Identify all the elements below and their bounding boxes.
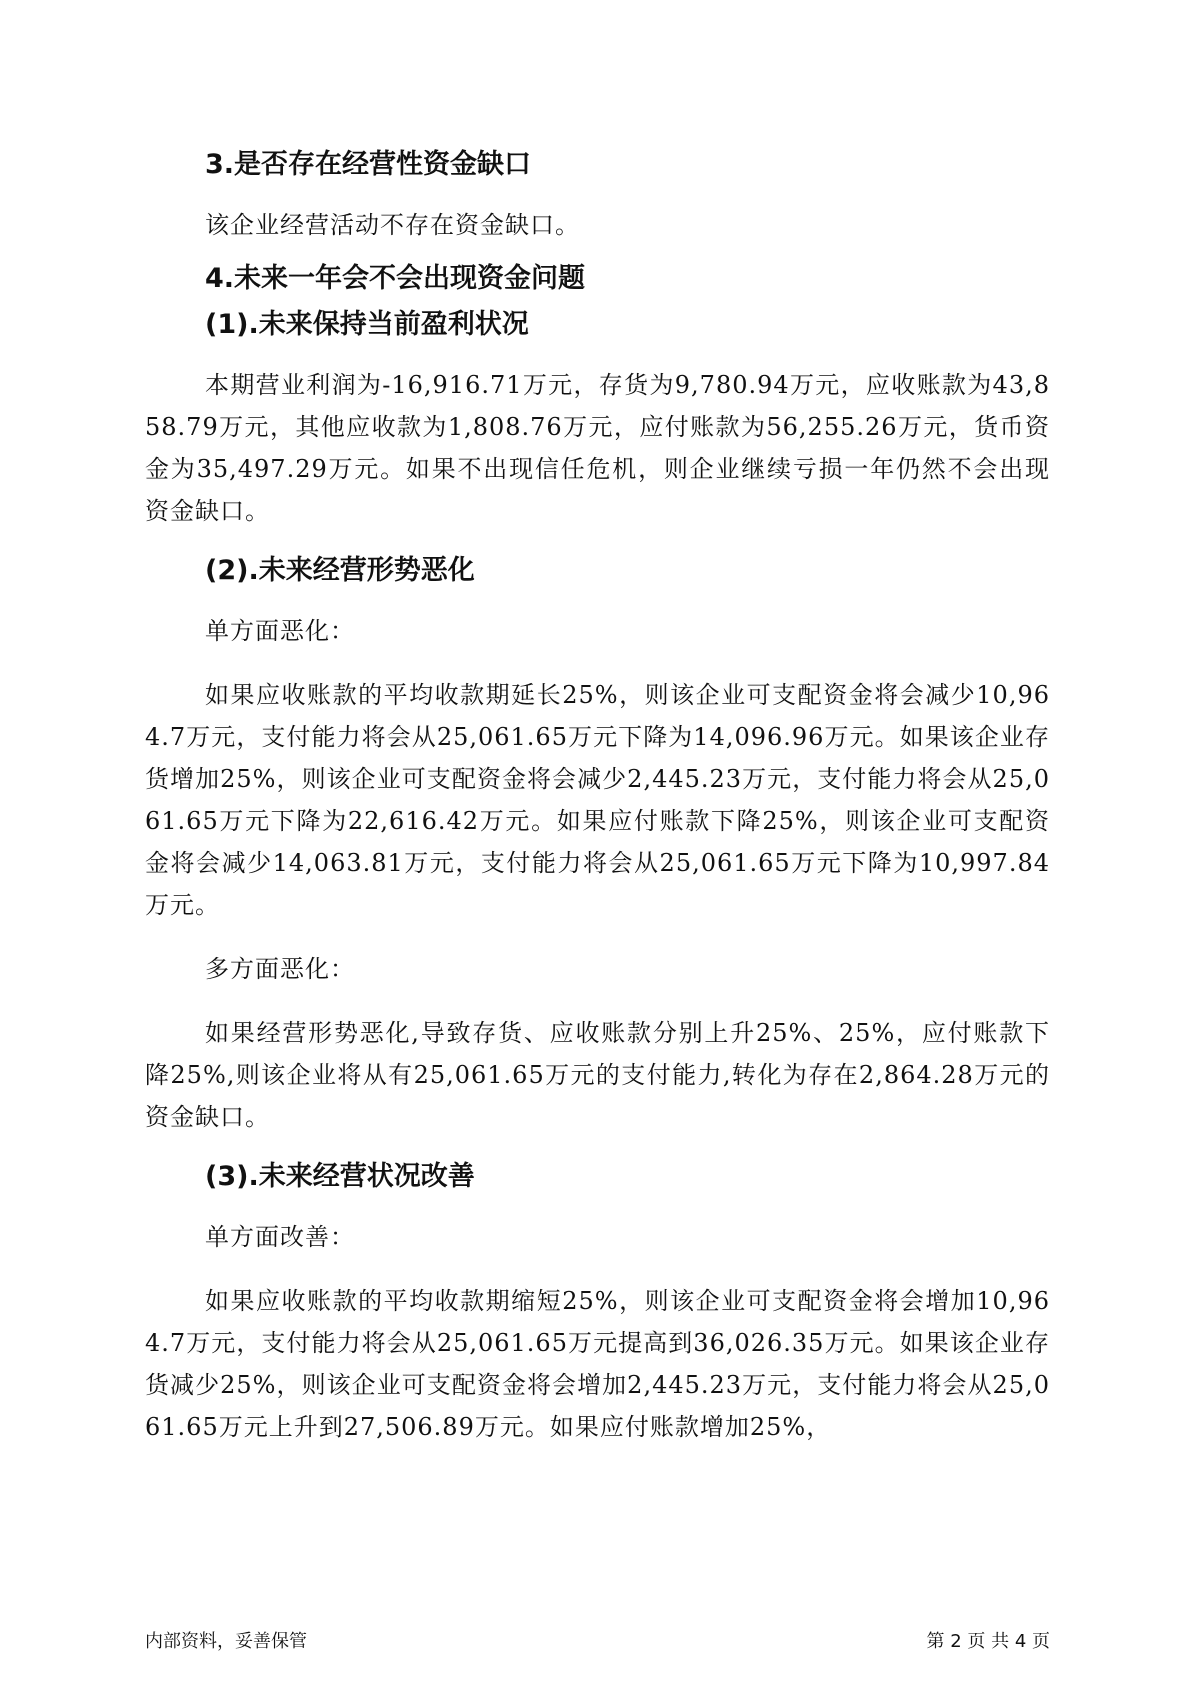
paragraph-single-deterioration: 如果应收账款的平均收款期延长25%，则该企业可支配资金将会减少10,964.7万元，支付能力将会从25,061.65万元下降为14,096.96万元。如果该企业存货增加25%，则该企业可支配资金将会减少2,445.23万元，支付能力将会从25,061.65万元下降为22,616.42万元。如果应付账款下降25%，则该企业可支配资金将会减少14,063.81万元，支付能力将会从25,061.65万元下降为10,997.84万元。 xyxy=(145,681,1050,919)
paragraph-funding-gap: 该企业经营活动不存在资金缺口。 xyxy=(205,211,580,239)
footer-page-number: 第 2 页 共 4 页 xyxy=(926,1631,1050,1652)
paragraph-single-deterioration-label: 单方面恶化： xyxy=(205,617,355,645)
paragraph-multi-deterioration: 如果经营形势恶化,导致存货、应收账款分别上升25%、25%，应付账款下降25%,则该企业将从有25,061.65万元的支付能力,转化为存在2,864.28万元的资金缺口。 xyxy=(145,1019,1050,1131)
paragraph-current-profit: 本期营业利润为-16,916.71万元，存货为9,780.94万元，应收账款为43,858.79万元，其他应收款为1,808.76万元，应付账款为56,255.26万元，货币资金为35,497.29万元。如果不出现信任危机，则企业继续亏损一年仍然不会出现资金缺口。 xyxy=(145,371,1050,525)
paragraph-multi-deterioration-label: 多方面恶化： xyxy=(205,955,355,983)
footer-confidential-note: 内部资料，妥善保管 xyxy=(145,1631,307,1652)
subsection-heading-4-1: (1).未来保持当前盈利状况 xyxy=(205,309,529,340)
subsection-heading-4-2: (2).未来经营形势恶化 xyxy=(205,555,475,586)
section-heading-3: 3.是否存在经营性资金缺口 xyxy=(205,149,532,180)
paragraph-single-improvement: 如果应收账款的平均收款期缩短25%，则该企业可支配资金将会增加10,964.7万元，支付能力将会从25,061.65万元提高到36,026.35万元。如果该企业存货减少25%，则该企业可支配资金将会增加2,445.23万元，支付能力将会从25,061.65万元上升到27,506.89万元。如果应付账款增加25%， xyxy=(145,1287,1050,1441)
document-body xyxy=(145,142,1050,1448)
paragraph-single-improvement-label: 单方面改善： xyxy=(205,1223,355,1251)
section-heading-4: 4.未来一年会不会出现资金问题 xyxy=(205,263,586,294)
subsection-heading-4-3: (3).未来经营状况改善 xyxy=(205,1161,475,1192)
